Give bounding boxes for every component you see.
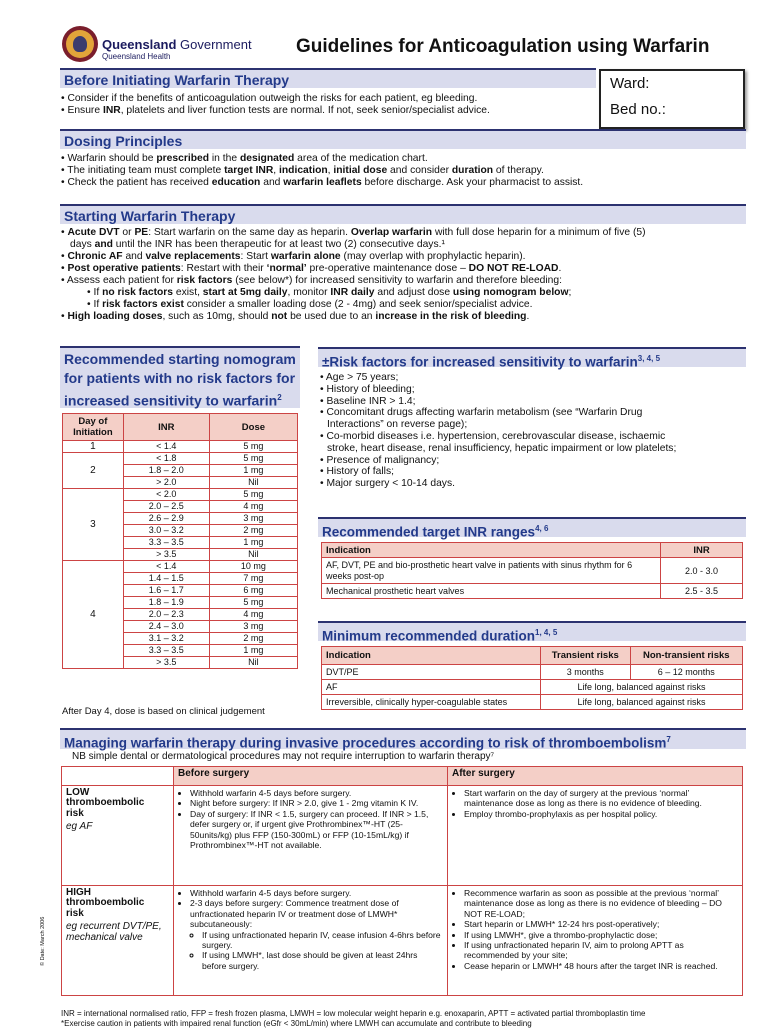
org-name: Queensland Government bbox=[102, 37, 252, 52]
duration-table: Indication Transient risks Non-transient risks DVT/PE 3 months 6 – 12 months AF Life long, balanced against risks Irreversible, clinically hyper-coagulable states Life long, balanced against risks bbox=[321, 646, 743, 710]
duration-heading: Minimum recommended duration$^{1, 4, 5}$ bbox=[318, 621, 746, 641]
starting-text: • Acute DVT or PE: Start warfarin on the same day as heparin. Overlap warfarin with full dose heparin for a minimum of five (5) days and until the INR has been therapeutic for at least two (2) consecutive days.¹ • Chronic AF and valve replacements: Start warfarin alone (may overlap with prophylactic heparin). • Post operative patients: Restart with their ‘normal’ pre-operative maintenance dose – DO NOT RE-LOAD. • Assess each patient for risk factors (see below*) for increased sensitivity to warfarin and therefore bleeding: • If no risk factors exist, start at 5mg daily, monitor INR daily and adjust dose using nomogram below; • If risk factors exist consider a smaller loading dose (2 - 4mg) and seek senior/specialist advice. • High loading doses, such as 10mg, should not be used due to an increase in the risk of bleeding. bbox=[61, 227, 646, 322]
org-sub: Queensland Health bbox=[102, 52, 171, 61]
nomogram-inr: 1.8 – 2.0 bbox=[123, 465, 209, 477]
nomogram-dose: 4 mg bbox=[209, 501, 297, 513]
nomogram-inr: 3.0 – 3.2 bbox=[123, 525, 209, 537]
nomogram-dose: 1 mg bbox=[209, 645, 297, 657]
nomogram-heading: Recommended starting nomogram for patients with no risk factors for increased sensitivity to warfarin$^2$ bbox=[60, 346, 300, 408]
nomogram-inr: 2.6 – 2.9 bbox=[123, 513, 209, 525]
nomogram-dose: 2 mg bbox=[209, 633, 297, 645]
starting-heading: Starting Warfarin Therapy bbox=[60, 204, 746, 224]
nomogram-day: 3 bbox=[63, 489, 124, 561]
nomogram-inr: < 1.8 bbox=[123, 453, 209, 465]
nomogram-row bbox=[63, 561, 298, 573]
nomogram-note: After Day 4, dose is based on clinical judgement bbox=[62, 706, 265, 717]
nomogram-dose: 1 mg bbox=[209, 537, 297, 549]
nomogram-inr: 3.3 – 3.5 bbox=[123, 537, 209, 549]
nomogram-day: 2 bbox=[63, 453, 124, 489]
nomogram-row bbox=[63, 489, 298, 501]
nomogram-dose: 2 mg bbox=[209, 525, 297, 537]
surgery-table: Before surgery After surgery LOW thromboembolic risk eg AF • Withhold warfarin 4-5 days before surgery. • Night before surgery: If INR > 2.0, give 1 - 2mg vitamin K IV. • Day of surgery: If INR < 1.5, surgery can proceed. If INR > 1.5, defer surgery or, if urgent give Prothrombinex™-HT (25-50units/kg) plus FFP (150-300mL) or FFP (10-15mL/kg) if Prothrombinex™-HT not available. • Start warfarin on the day of surgery at the previous ‘normal’ maintenance dose as long as there is no evidence of bleeding. • Employ thrombo-prophylaxis as per hospital policy. HIGH thromboembolic risk eg recurrent DVT/PE, mechanical valve • Withhold warfarin 4-5 days before surgery. • 2-3 days before surgery: Commence treatment dose of unfractionated heparin IV or treatment dose of LMWH* subcutaneously: ◦ If using unfractionated heparin IV, cease infusion 4-6hrs before surgery. ◦ If using LMWH*, last dose should be given at least 24hrs before surgery. • Recommence warfarin as soon as possible at the previous ‘normal’ maintenance dose as long as there is no evidence of bleeding – DO NOT RE-LOAD; • Start heparin or LMWH* 12-24 hrs post-operatively; • If using LMWH*, give a thrombo-prophylactic dose; • If using unfractionated heparin IV, aim to prolong APTT as recommended by your site; • Cease heparin or LMWH* 48 hours after the target INR is reached. bbox=[61, 766, 743, 996]
col-inr: INR bbox=[123, 414, 209, 441]
footnote-2: *Exercise caution in patients with impaired renal function (eGfr < 30mL/min) where LMWH can accumulate and contribute to bleeding bbox=[61, 1019, 532, 1028]
nomogram-dose: 3 mg bbox=[209, 513, 297, 525]
nomogram-dose: 4 mg bbox=[209, 609, 297, 621]
nomogram-day: 4 bbox=[63, 561, 124, 669]
col-day: Day of Initiation bbox=[63, 414, 124, 441]
nomogram-inr: 2.4 – 3.0 bbox=[123, 621, 209, 633]
footnote: INR = international normalised ratio, FFP = fresh frozen plasma, LMWH = low molecular weight heparin e.g. enoxaparin, APTT = activated partial thromboplastin time bbox=[61, 1009, 646, 1018]
nomogram-row bbox=[63, 441, 298, 453]
nomogram-dose: Nil bbox=[209, 549, 297, 561]
before-heading: Before Initiating Warfarin Therapy bbox=[60, 68, 596, 88]
nomogram-dose: Nil bbox=[209, 657, 297, 669]
nomogram-inr: 3.3 – 3.5 bbox=[123, 645, 209, 657]
nomogram-inr: 2.0 – 2.5 bbox=[123, 501, 209, 513]
nomogram-dose: 5 mg bbox=[209, 489, 297, 501]
before-line: • Ensure INR, platelets and liver function tests are normal. If not, seek senior/specialist advice. bbox=[61, 105, 490, 116]
nomogram-inr: > 2.0 bbox=[123, 477, 209, 489]
nomogram-dose: 1 mg bbox=[209, 465, 297, 477]
invasive-note: NB simple dental or dermatological procedures may not require interruption to warfarin therapy⁷ bbox=[72, 751, 495, 762]
nomogram-dose: 5 mg bbox=[209, 453, 297, 465]
before-line: • Consider if the benefits of anticoagulation outweigh the risks for each patient, eg bleeding. bbox=[61, 93, 478, 104]
low-risk-cell: LOW thromboembolic risk eg AF bbox=[62, 786, 174, 886]
nomogram-inr: 1.6 – 1.7 bbox=[123, 585, 209, 597]
risk-list: • Age > 75 years; • History of bleeding; • Baseline INR > 1.4; • Concomitant drugs affecting warfarin metabolism (see “Warfarin Drug Interactions” on reverse page); • Co-morbid diseases i.e. hypertension, cerebrovascular disease, ischaemic stroke, heart disease, renal insufficiency, hepatic impairment or low platelets; • Presence of malignancy; • History of falls; • Major surgery < 10-14 days. bbox=[320, 372, 677, 490]
nomogram-row bbox=[63, 453, 298, 465]
side-label: © Date: March 2006 bbox=[40, 916, 46, 966]
before-text bbox=[61, 93, 490, 117]
nomogram-dose: Nil bbox=[209, 477, 297, 489]
nomogram-inr: 1.8 – 1.9 bbox=[123, 597, 209, 609]
ward-label: Ward: bbox=[610, 75, 650, 92]
bed-label: Bed no.: bbox=[610, 101, 666, 118]
high-risk-cell: HIGH thromboembolic risk eg recurrent DVT/PE, mechanical valve bbox=[62, 886, 174, 996]
nomogram-inr: < 1.4 bbox=[123, 441, 209, 453]
dosing-heading: Dosing Principles bbox=[60, 129, 746, 149]
nomogram-inr: 2.0 – 2.3 bbox=[123, 609, 209, 621]
nomogram-inr: > 3.5 bbox=[123, 549, 209, 561]
nomogram-dose: 5 mg bbox=[209, 597, 297, 609]
nomogram-day: 1 bbox=[63, 441, 124, 453]
target-heading: Recommended target INR ranges$^{4, 6}$ bbox=[318, 517, 746, 537]
nomogram-dose: 10 mg bbox=[209, 561, 297, 573]
queensland-logo bbox=[62, 26, 98, 62]
nomogram-inr: < 2.0 bbox=[123, 489, 209, 501]
target-table: Indication INR AF, DVT, PE and bio-prosthetic heart valve in patients with sinus rhythm for 6 weeks post-op 2.0 - 3.0 Mechanical prosthetic heart valves 2.5 - 3.5 bbox=[321, 542, 743, 599]
nomogram-dose: 3 mg bbox=[209, 621, 297, 633]
risk-heading: ±Risk factors for increased sensitivity to warfarin$^{3, 4, 5}$ bbox=[318, 347, 746, 367]
dosing-text: • Warfarin should be prescribed in the designated area of the medication chart. • The initiating team must complete target INR, indication, initial dose and consider duration of therapy. • Check the patient has received education and warfarin leaflets before discharge. Ask your pharmacist to assist. bbox=[61, 153, 584, 188]
nomogram-dose: 7 mg bbox=[209, 573, 297, 585]
invasive-heading: Managing warfarin therapy during invasive procedures according to risk of thromboembolism$^7$ bbox=[60, 728, 746, 749]
col-dose: Dose bbox=[209, 414, 297, 441]
ward-box bbox=[599, 69, 745, 129]
page-title: Guidelines for Anticoagulation using Warfarin bbox=[296, 36, 710, 57]
nomogram-dose: 5 mg bbox=[209, 441, 297, 453]
nomogram-inr: 1.4 – 1.5 bbox=[123, 573, 209, 585]
nomogram-dose: 6 mg bbox=[209, 585, 297, 597]
nomogram-inr: > 3.5 bbox=[123, 657, 209, 669]
nomogram-inr: 3.1 – 3.2 bbox=[123, 633, 209, 645]
nomogram-inr: < 1.4 bbox=[123, 561, 209, 573]
nomogram-table bbox=[62, 413, 298, 669]
